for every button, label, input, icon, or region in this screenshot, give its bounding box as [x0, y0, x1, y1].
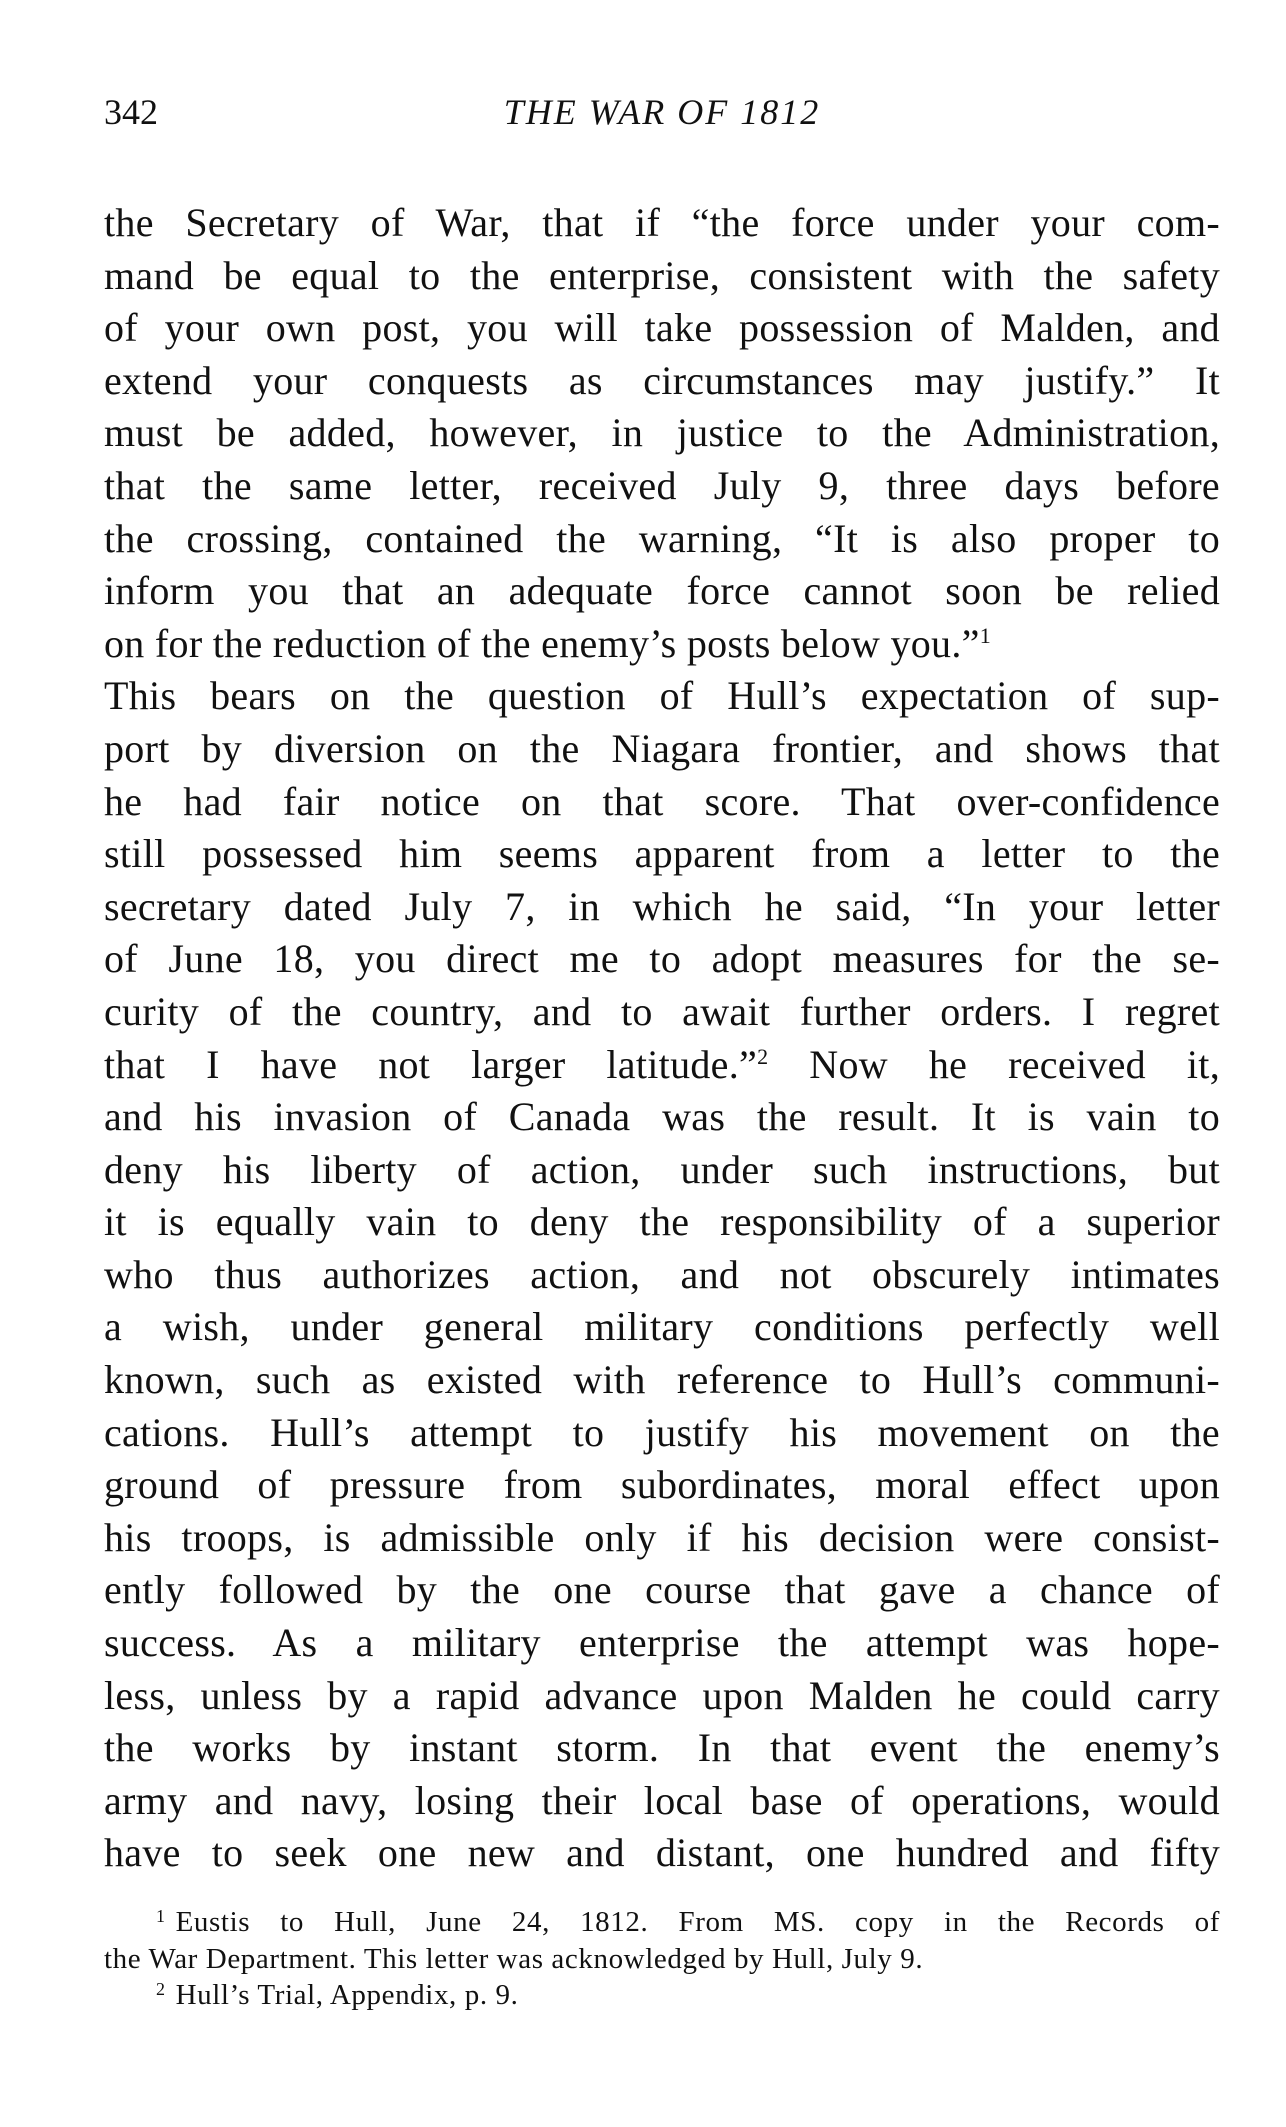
- body-text: [104, 197, 1220, 1880]
- footnote-1-continuation: the War Department. This letter was acknowledged by Hull, July 9.: [104, 1942, 924, 1975]
- text-line: cations. Hull’s attempt to justify his movement on the: [104, 1409, 1220, 1455]
- text-line: still possessed him seems apparent from a letter to the: [104, 831, 1220, 877]
- text-line: This bears on the question of Hull’s expectation of sup-: [104, 673, 1220, 719]
- text-line: the Secretary of War, that if “the force under your com-: [104, 200, 1220, 245]
- text-line: his troops, is admissible only if his decision were consist-: [104, 1514, 1220, 1560]
- footnote-marker-1: 1: [156, 1906, 166, 1926]
- text-line: army and navy, losing their local base of operations, would: [104, 1777, 1220, 1823]
- page-number: 342: [104, 92, 158, 132]
- text-line: deny his liberty of action, under such instructions, but: [104, 1146, 1220, 1192]
- text-line-with-footnote-ref: [104, 618, 1220, 671]
- footnotes: [104, 1904, 1220, 2014]
- text-line: ground of pressure from subordinates, moral effect upon: [104, 1462, 1220, 1508]
- text-line: a wish, under general military conditions perfectly well: [104, 1304, 1220, 1350]
- footnote-2-text: Hull’s Trial, Appendix, p. 9.: [175, 1979, 519, 2011]
- text-line: it is equally vain to deny the responsibility of a superior: [104, 1199, 1220, 1245]
- text-line: known, such as existed with reference to Hull’s communi-: [104, 1357, 1220, 1403]
- text-line: extend your conquests as circumstances may justify.” It: [104, 357, 1220, 403]
- running-title: THE WAR OF 1812: [503, 92, 821, 132]
- footnote-marker-2: 2: [156, 1979, 166, 1999]
- running-head: [104, 82, 1220, 142]
- text-line: the crossing, contained the warning, “It is also proper to: [104, 515, 1220, 561]
- text-line: the works by instant storm. In that event the enemy’s: [104, 1725, 1220, 1771]
- text-line: and his invasion of Canada was the result. It is vain to: [104, 1094, 1220, 1140]
- text-line: of June 18, you direct me to adopt measures for the se-: [104, 936, 1220, 982]
- footnote-1: [104, 1904, 1220, 1941]
- text-line: ently followed by the one course that gave a chance of: [104, 1567, 1220, 1613]
- text-line: less, unless by a rapid advance upon Malden he could carry: [104, 1672, 1220, 1718]
- text-line-content: that I have not larger latitude.”: [104, 1041, 758, 1087]
- text-line-content: on for the reduction of the enemy’s posts below you.”: [104, 620, 980, 666]
- text-line: port by diversion on the Niagara frontier, and shows that: [104, 725, 1220, 771]
- footnote-ref-1: 1: [979, 622, 992, 648]
- text-line: who thus authorizes action, and not obscurely intimates: [104, 1251, 1220, 1297]
- text-line: inform you that an adequate force cannot soon be relied: [104, 568, 1220, 614]
- text-line: must be added, however, in justice to the Administration,: [104, 410, 1220, 456]
- text-line: mand be equal to the enterprise, consistent with the safety: [104, 252, 1220, 298]
- text-line: curity of the country, and to await further orders. I regret: [104, 988, 1220, 1034]
- text-line: secretary dated July 7, in which he said, “In your letter: [104, 883, 1220, 929]
- text-line-with-footnote-ref: [104, 1039, 1220, 1092]
- text-line: of your own post, you will take possession of Malden, and: [104, 305, 1220, 351]
- book-page: [104, 82, 1220, 2014]
- text-line: have to seek one new and distant, one hundred and fifty: [104, 1830, 1220, 1876]
- text-line: success. As a military enterprise the attempt was hope-: [104, 1620, 1220, 1666]
- footnote-1-text: Eustis to Hull, June 24, 1812. From MS. copy in the Records of: [175, 1906, 1220, 1938]
- footnote-ref-2: 2: [757, 1043, 769, 1069]
- footnote-2: [104, 1977, 1220, 2014]
- text-line-tail: Now he received it,: [768, 1041, 1221, 1087]
- text-line: he had fair notice on that score. That over-confidence: [104, 778, 1220, 824]
- text-line: that the same letter, received July 9, three days before: [104, 462, 1220, 508]
